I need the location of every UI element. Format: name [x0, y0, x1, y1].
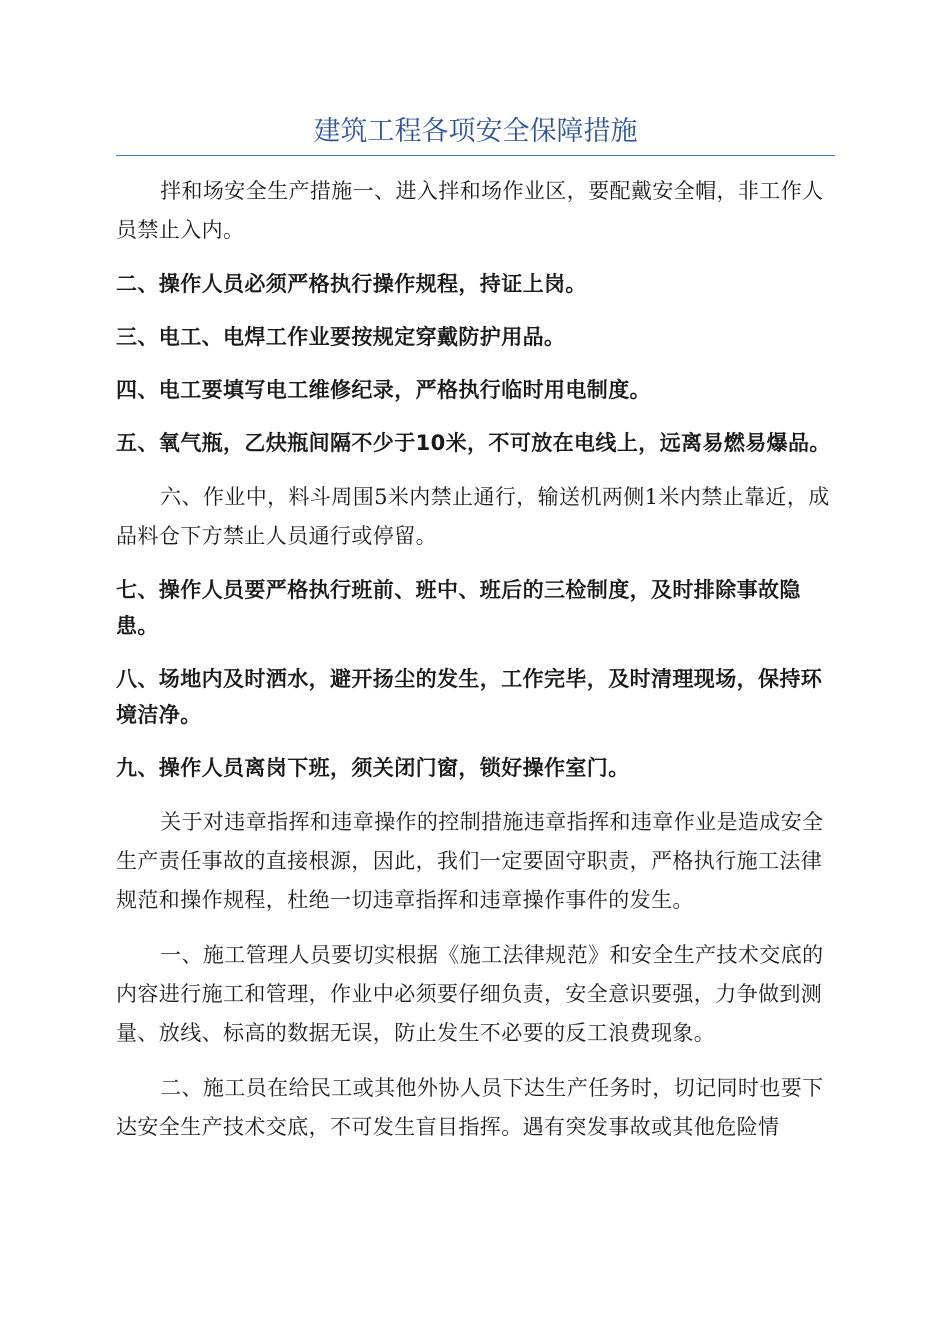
- paragraph-mixing-plant-intro: 拌和场安全生产措施一、进入拌和场作业区，要配戴安全帽，非工作人员禁止入内。: [116, 179, 824, 242]
- paragraph-item-7: 七、操作人员要严格执行班前、班中、班后的三检制度，及时排除事故隐患。: [116, 578, 801, 638]
- paragraph-control-item-1: 一、施工管理人员要切实根据《施工法律规范》和安全生产技术交底的内容进行施工和管理，作业中必须要仔细负责，安全意识要强，力争做到测量、放线、标高的数据无误，防止发生不必要的反工浪费现象。: [116, 943, 824, 1045]
- document-body: [116, 172, 835, 1163]
- paragraph-item-9: 九、操作人员离岗下班，须关闭门窗，锁好操作室门。: [116, 756, 630, 780]
- paragraph-violation-control: 关于对违章指挥和违章操作的控制措施违章指挥和违章作业是造成安全生产责任事故的直接根源，因此，我们一定要固守职责，严格执行施工法律规范和操作规程，杜绝一切违章指挥和违章操作事件的发生。: [116, 810, 824, 912]
- paragraph-item-8: 八、场地内及时洒水，避开扬尘的发生，工作完毕，及时清理现场，保持环境洁净。: [116, 667, 823, 727]
- title-underline: [116, 155, 835, 156]
- paragraph-item-4: 四、电工要填写电工维修纪录，严格执行临时用电制度。: [116, 378, 651, 402]
- paragraph-item-6: 六、作业中，料斗周围5米内禁止通行，输送机两侧1米内禁止靠近，成品料仓下方禁止人员通行或停留。: [116, 485, 830, 548]
- paragraph-control-item-2: 二、施工员在给民工或其他外协人员下达生产任务时，切记同时也要下达安全生产技术交底，不可发生盲目指挥。遇有突发事故或其他危险情: [116, 1076, 824, 1139]
- paragraph-item-5: 五、氧气瓶，乙炔瓶间隔不少于10米，不可放在电线上，远离易燃易爆品。: [116, 431, 831, 455]
- paragraph-item-2: 二、操作人员必须严格执行操作规程，持证上岗。: [116, 272, 587, 296]
- paragraph-item-3: 三、电工、电焊工作业要按规定穿戴防护用品。: [116, 325, 566, 349]
- document-title: 建筑工程各项安全保障措施: [313, 116, 638, 147]
